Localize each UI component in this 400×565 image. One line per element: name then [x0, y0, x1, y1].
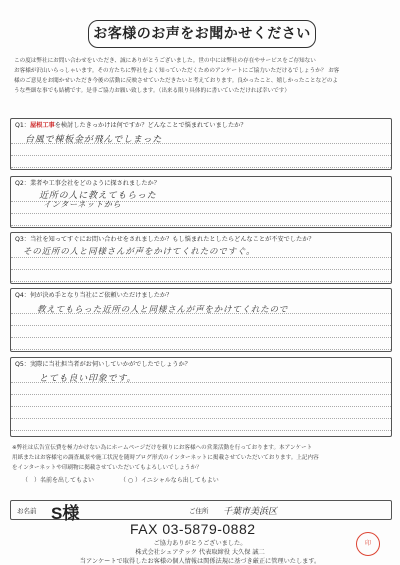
question-2-box [10, 176, 392, 228]
company-seal: 印 [356, 532, 380, 556]
fax-number: FAX 03-5879-0882 [130, 521, 256, 537]
radio-option-initial[interactable]: （ ○ ）イニシャルなら出してもよい [120, 477, 219, 484]
answer-5-line-1: とても良い印象です。 [39, 374, 137, 384]
question-5-box [10, 357, 392, 437]
answer-3-line-1: その近所の人と同様さんが声をかけてくれたのですぐ。 [23, 247, 256, 257]
question-4-box [10, 288, 392, 352]
footer-privacy: 当アンケートで取得したお客様の個人情報は関係法規に基づき厳正に管理いたします。 [79, 558, 321, 565]
name-value: S様 [51, 504, 80, 523]
name-label: お名前 [17, 507, 37, 515]
answer-2-line-2: インターネットから [43, 200, 122, 209]
notice-text: ※弊社は広告宣伝費を極力かけない為にホームページだけを頼りにお客様への営業活動を行っております。本アンケート 用紙またはお客様宅の調査風景や施工状況を随時ブログ形式のインターネットに掲載させていただいております。上記内容 をインターネットや印刷物に掲載させていただいてもよろしいでしょうか？ [12, 445, 319, 471]
address-value: 千葉市美浜区 [223, 507, 278, 517]
question-4-label: Q4：何が決め手となり当社にご依頼いただけましたか？ [15, 292, 173, 299]
address-label: ご住所 [189, 507, 209, 515]
question-1-box [10, 118, 392, 170]
page-title: お客様のお声をお聞かせください [88, 20, 316, 48]
answer-2-line-1: 近所の人に教えてもらった [39, 191, 157, 201]
intro-text: この度は弊社にお問い合わせをいただき、誠にありがとうございました。世の中には弊社の存在やサービスをご存知ない お客様が沢山いらっしゃいます。その方たちに弊社をよく知っていただくためのアンケートにご協力いただけるでしょうか？ お客 様のご意見をお聞かせいただき今後の活動に反映させていただきたいと考えております。良かったこと、嬉しかったことなどのよ うな些細な事でも結構です。是非ご協力お願い致します。（出来る限り具体的に書いていただければ幸いです） [14, 58, 340, 94]
question-2-label: Q2：業者や工事会社をどのように探されましたか？ [15, 180, 160, 187]
question-1-label: Q1：屋根工事を検討したきっかけは何ですか？どんなことで悩まれていましたか？ [15, 122, 247, 129]
footer-company: 株式会社シェアテック 代表取締役 大久保 誠二 [135, 549, 265, 556]
answer-1-line-1: 台風で棟板金が飛んでしまった [25, 135, 163, 145]
answer-4-line-1: 教えてもらった近所の人と同様さんが声をかけてくれたので [37, 305, 289, 315]
footer-thanks: ご協力ありがとうございました。 [153, 540, 247, 547]
question-5-label: Q5：実際に当社担当者がお伺いしていかがでしたでしょうか？ [15, 361, 191, 368]
radio-option-name[interactable]: （ ）名前を出してもよい [22, 477, 95, 484]
question-3-box [10, 232, 392, 284]
name-box [10, 500, 392, 523]
question-3-label: Q3：当社を知ってすぐにお問い合わせをされましたか？もし悩まれたとしたらどんなことが不安でしたか？ [15, 236, 315, 243]
